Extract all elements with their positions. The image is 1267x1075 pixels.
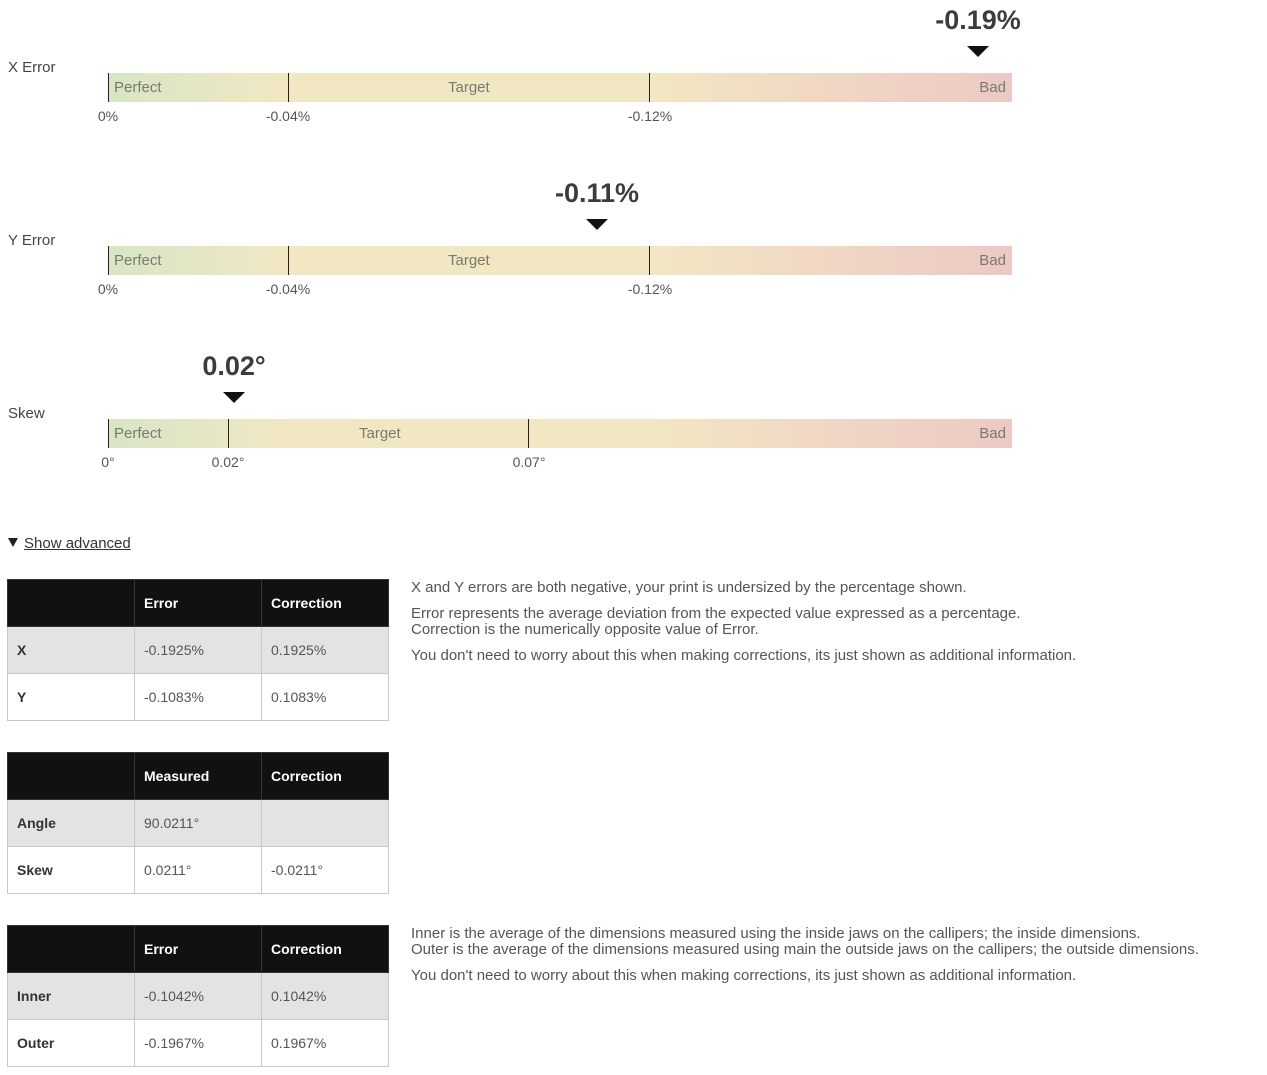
tick-label: -0.04%	[265, 108, 311, 124]
gauge-value: -0.11%	[554, 178, 640, 208]
tick-label: -0.04%	[265, 281, 311, 297]
gauge-bar	[108, 73, 1012, 102]
pointer-icon	[223, 392, 245, 403]
skew-table	[7, 752, 389, 894]
pointer-icon	[586, 219, 608, 230]
zone-bad: Bad	[979, 79, 1006, 96]
note-text: You don't need to worry about this when making corrections, its just shown as additional information.	[411, 967, 1077, 984]
gauge-value: -0.19%	[935, 5, 1021, 35]
gauge-divider	[108, 73, 109, 102]
table-header-row	[8, 580, 389, 627]
tick-label: -0.12%	[627, 281, 673, 297]
table-row	[8, 847, 389, 894]
gauge-label: Y Error	[8, 232, 56, 249]
gauge-divider	[108, 246, 109, 275]
show-advanced-toggle[interactable]	[8, 535, 131, 552]
table-header-row	[8, 753, 389, 800]
xy-notes	[411, 580, 1076, 674]
zone-target: Target	[359, 425, 401, 442]
zone-bad: Bad	[979, 425, 1006, 442]
table-header-cell: Measured	[135, 753, 262, 800]
table-cell: 0.1925%	[262, 627, 389, 674]
gauge-value: 0.02°	[202, 351, 266, 381]
xy-error-table	[7, 579, 389, 721]
table-cell: -0.0211°	[262, 847, 389, 894]
table-header-cell: Error	[135, 926, 262, 973]
zone-perfect: Perfect	[114, 252, 162, 269]
zone-target: Target	[448, 252, 490, 269]
note-text: X and Y errors are both negative, your print is undersized by the percentage shown.	[411, 579, 967, 596]
table-cell	[262, 800, 389, 847]
table-row	[8, 973, 389, 1020]
table-cell: -0.1083%	[135, 674, 262, 721]
gauge-bar	[108, 246, 1012, 275]
table-header-row	[8, 926, 389, 973]
table-row	[8, 674, 389, 721]
tick-label: 0.07°	[512, 454, 546, 470]
note-text: Error represents the average deviation from the expected value expressed as a percentage.	[411, 605, 1021, 622]
row-label: Outer	[8, 1020, 135, 1067]
table-row	[8, 1020, 389, 1067]
table-header-cell: Correction	[262, 580, 389, 627]
table-header-cell: Error	[135, 580, 262, 627]
row-label: Skew	[8, 847, 135, 894]
table-header-cell	[8, 753, 135, 800]
gauge-divider	[288, 73, 289, 102]
table-cell: -0.1042%	[135, 973, 262, 1020]
row-label: Y	[8, 674, 135, 721]
pointer-icon	[967, 46, 989, 57]
gauge-divider	[528, 419, 529, 448]
gauge-divider	[649, 73, 650, 102]
note-text: Correction is the numerically opposite value of Error.	[411, 621, 759, 638]
tick-label: 0%	[97, 108, 119, 124]
gauge-bar	[108, 419, 1012, 448]
table-cell: -0.1925%	[135, 627, 262, 674]
tick-label: 0°	[101, 454, 115, 470]
gauge-divider	[228, 419, 229, 448]
table-cell: 0.1083%	[262, 674, 389, 721]
table-cell: 0.1042%	[262, 973, 389, 1020]
gauge-divider	[288, 246, 289, 275]
note-text: Outer is the average of the dimensions measured using main the outside jaws on the callipers; the outside dimensions.	[411, 941, 1199, 958]
zone-perfect: Perfect	[114, 79, 162, 96]
gauge-label: X Error	[8, 59, 56, 76]
row-label: Inner	[8, 973, 135, 1020]
table-cell: 90.0211°	[135, 800, 262, 847]
table-header-cell	[8, 926, 135, 973]
show-advanced-link[interactable]: Show advanced	[24, 535, 131, 552]
row-label: Angle	[8, 800, 135, 847]
gauge-label: Skew	[8, 405, 45, 422]
jaws-notes	[411, 926, 1199, 994]
jaws-table	[7, 925, 389, 1067]
note-text: You don't need to worry about this when making corrections, its just shown as additional information.	[411, 647, 1077, 664]
zone-perfect: Perfect	[114, 425, 162, 442]
note-text: Inner is the average of the dimensions measured using the inside jaws on the callipers; the inside dimensions.	[411, 925, 1141, 942]
tick-label: -0.12%	[627, 108, 673, 124]
tick-label: 0.02°	[211, 454, 245, 470]
table-header-cell: Correction	[262, 926, 389, 973]
gauge-divider	[649, 246, 650, 275]
table-cell: 0.0211°	[135, 847, 262, 894]
row-label: X	[8, 627, 135, 674]
gauge-divider	[108, 419, 109, 448]
zone-target: Target	[448, 79, 490, 96]
tick-label: 0%	[97, 281, 119, 297]
table-header-cell	[8, 580, 135, 627]
table-cell: 0.1967%	[262, 1020, 389, 1067]
table-header-cell: Correction	[262, 753, 389, 800]
table-cell: -0.1967%	[135, 1020, 262, 1067]
zone-bad: Bad	[979, 252, 1006, 269]
table-row	[8, 800, 389, 847]
table-row	[8, 627, 389, 674]
triangle-down-icon	[8, 538, 18, 547]
